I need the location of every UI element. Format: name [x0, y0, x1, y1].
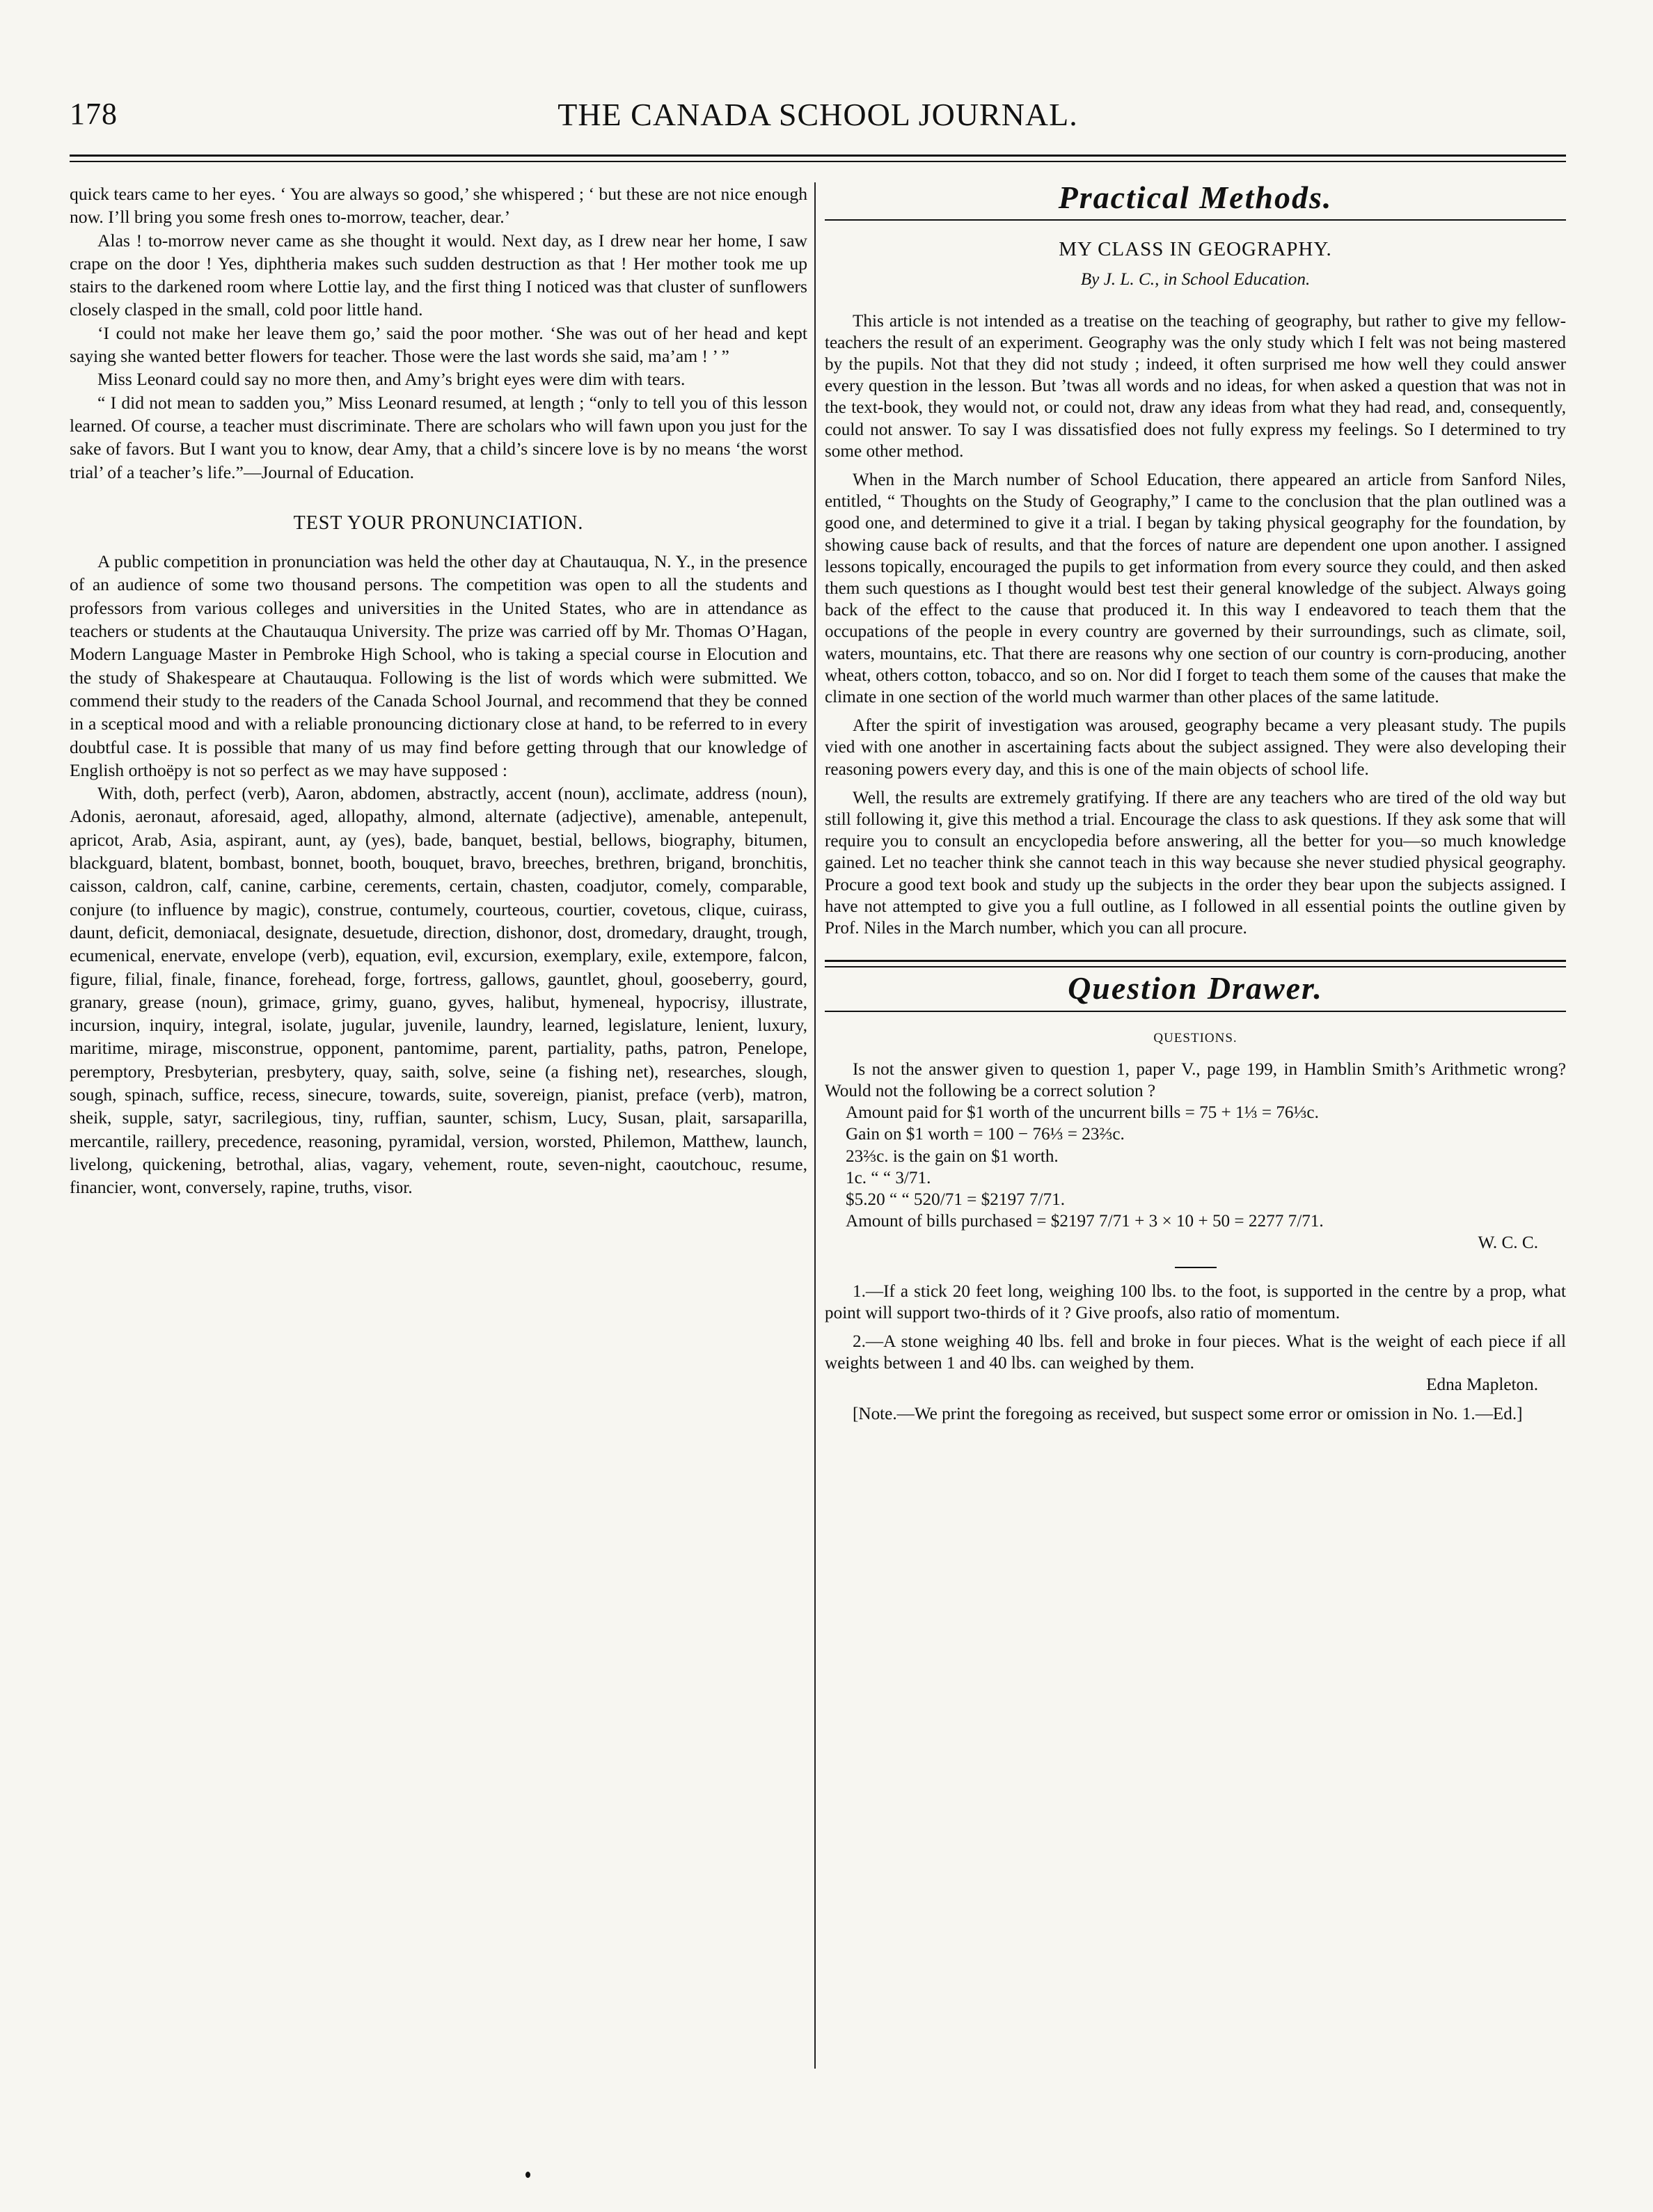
practical-methods-heading: Practical Methods.: [1058, 180, 1333, 215]
editor-note: [Note.—We print the foregoing as received, but suspect some error or omission in No. 1.—Ed.]: [853, 1404, 1523, 1423]
article-paragraph: When in the March number of School Education, there appeared an article from Sanford Niles, entitled, “ Thoughts on the Study of Geography,” I came to the conclusion that the plan outlined was a good one, and determined to give it a trial. I began by taking physical geography for the foundation, by showing cause back of results, and that the forces of nature are dependent one upon another. I assigned lessons topically, encouraged the pupils to get information from every source they could, and then asked them such questions as I thought would best test their general knowledge of the subject. Always going back of the effect to the cause that produced it. In this way I endeavored to teach them that the occupations of the people in every country are governed by their surroundings, such as climate, soil, waters, mountains, etc. That there are reasons why one section of our country is corn-producing, another wheat, others cotton, tobacco, and so on. Nor did I forget to teach them some of the causes that make the climate in one section of the world much warmer than other places of the same latitude.: [825, 471, 1566, 707]
right-column: [825, 182, 1566, 1425]
page-number: 178: [70, 97, 118, 131]
math-line: $5.20 “ “ 520/71 = $2197 7/71.: [846, 1190, 1066, 1209]
math-solution: [825, 1102, 1566, 1232]
math-signature: W. C. C.: [1478, 1233, 1538, 1253]
pronunciation-word-list: With, doth, perfect (verb), Aaron, abdomen, abstractly, accent (noun), acclimate, address (noun), Adonis, aeronaut, aforesaid, aged, allopathy, almond, alternate (adjective), amenable, antepenult, apricot, Arab, Asia, aspirant, aunt, ay (yes), bade, banquet, bestial, bellows, biography, bitumen, blackguard, blatent, bombast, bonnet, booth, bouquet, bravo, breeches, brethren, brigand, bronchitis, caisson, caldron, calf, canine, carbine, cerements, certain, chasten, coadjutor, comely, comparable, conjure (to influence by magic), construe, contumely, courteous, courtier, covetous, clique, cuirass, daunt, deficit, demoniacal, designate, desuetude, direction, dishonor, dost, dromedary, draught, trough, ecumenical, enervate, envelope (verb), equation, evil, excursion, exemplary, exile, extempore, falcon, figure, filial, finale, finance, forehead, forge, fortress, gallows, gauntlet, ghoul, gooseberry, gourd, granary, grease (noun), grimace, grimy, guano, gyves, halibut, hymeneal, hypocrisy, illustrate, incursion, inquiry, integral, isolate, jugular, juvenile, laundry, learned, legislature, lenient, luxury, maritime, mirage, misconstrue, opponent, pantomime, parent, partiality, paths, patron, Penelope, peremptory, Presbyterian, presbytery, quay, saith, solve, seine (a fishing net), researches, slough, sough, spinach, suffice, recess, sinecure, towards, suite, sovereign, pianist, preface (verb), matron, sheik, supple, satyr, sacrilegious, tiny, ruffian, saunter, schism, Lucy, Susan, plait, sarsaparilla, mercantile, raillery, precedence, reasoning, pyramidal, version, worsted, Philemon, Matthew, launch, livelong, quickening, betrothal, alias, vagary, vehement, route, seven-night, caoutchouc, resume, financier, wont, conversely, rapine, truths, visor.: [70, 783, 807, 1198]
math-line: Amount paid for $1 worth of the uncurrent bills = 75 + 1⅓ = 76⅓c.: [846, 1103, 1319, 1123]
page-header: [70, 90, 1566, 139]
math-line: 23⅔c. is the gain on $1 worth.: [846, 1146, 1059, 1166]
column-divider: [814, 182, 816, 2069]
pronunciation-heading: TEST YOUR PRONUNCIATION.: [293, 512, 584, 534]
math-line: 1c. “ “ 3/71.: [846, 1168, 931, 1187]
article-paragraph: This article is not intended as a treatise on the teaching of geography, but rather to give my fellow-teachers the result of an experiment. Geography was the only study which I felt was not being mastered by the pupils. Not that they did not study ; indeed, it often surprised me how well they could answer every question in the lesson. But ’twas all words and no ideas, for when asked a question that was not in the text-book, they would not, or could not, draw any ideas from what they had read, and, consequently, could not answer. To say I was dissatisfied does not fully express my feelings. So I determined to try some other method.: [825, 311, 1566, 461]
section-rule: [825, 1011, 1566, 1012]
article-title: MY CLASS IN GEOGRAPHY.: [1059, 238, 1332, 261]
story-paragraph: quick tears came to her eyes. ‘ You are always so good,’ she whispered ; ‘ but these are not nice enough now. I’ll bring you some fresh ones to-morrow, teacher, dear.’: [70, 184, 807, 228]
article-paragraph: After the spirit of investigation was aroused, geography became a very pleasant study. The pupils vied with one another in ascertaining facts about the subject assigned. They were also developing their reasoning powers every day, and this is one of the main objects of school life.: [825, 716, 1566, 779]
left-column: [70, 182, 807, 1199]
math-line: Gain on $1 worth = 100 − 76⅓ = 23⅔c.: [846, 1125, 1125, 1144]
pronunciation-intro: A public competition in pronunciation was held the other day at Chautauqua, N. Y., in the presence of an audience of some two thousand persons. The competition was open to all the students and professors from various colleges and universities in the United States, who are in attendance as teachers or students at the Chautauqua University. The prize was carried off by Mr. Thomas O’Hagan, Modern Language Master in Pembroke High School, who is taking a special course in Elocution and the study of Shakespeare at Chautauqua. Following is the list of words which were submitted. We commend their study to the readers of the Canada School Journal, and recommend that they be conned in a sceptical mood and with a reliable pronouncing dictionary close at hand, to be referred to in every doubtful case. It is possible that many of us may find before getting through that our knowledge of English orthoëpy is not so perfect as we may have supposed :: [70, 551, 807, 780]
question-1: 1.—If a stick 20 feet long, weighing 100 lbs. to the foot, is supported in the centre by a prop, what point will support two-thirds of it ? Give proofs, also ratio of momentum.: [825, 1281, 1566, 1322]
question-2-signature: Edna Mapleton.: [1426, 1375, 1538, 1395]
article-byline: By J. L. C., in School Education.: [1080, 270, 1311, 290]
short-rule: [1175, 1267, 1217, 1268]
questions-label: QUESTIONS.: [1153, 1030, 1237, 1045]
article-paragraph: Well, the results are extremely gratifying. If there are any teachers who are tired of the old way but still following it, give this method a trial. Encourage the class to ask questions. If they ask some that will require you to consult an encyclopedia before answering, all the better for you—so much knowledge gained. Let no teacher think she cannot teach in this way because she never studied physical geography. Procure a good text book and study up the subjects in the order they bear upon the subjects assigned. I have not attempted to give you a full outline, as I followed in all essential points the outline given by Prof. Niles in the March number, which you can all procure.: [825, 788, 1566, 938]
story-paragraph: Alas ! to-morrow never came as she thought it would. Next day, as I drew near her home, I saw crape on the door ! Yes, diphtheria makes such sudden destruction as that ! Her mother took me up stairs to the darkened room where Lottie lay, and the first thing I noticed was that cluster of sunflowers closely clasped in the small, cold poor little hand.: [70, 230, 807, 320]
ink-mark: [525, 2172, 530, 2178]
question-drawer-heading: Question Drawer.: [1068, 970, 1323, 1006]
story-paragraph: ‘I could not make her leave them go,’ said the poor mother. ‘She was out of her head and kept saying she wanted better flowers for teacher. Those were the last words she said, ma’am ! ’ ”: [70, 322, 807, 367]
story-paragraph: Miss Leonard could say no more then, and Amy’s bright eyes were dim with tears.: [97, 369, 686, 390]
question-2: 2.—A stone weighing 40 lbs. fell and broke in four pieces. What is the weight of each piece if all weights between 1 and 40 lbs. can weighed by them.: [825, 1332, 1566, 1373]
question-intro: Is not the answer given to question 1, paper V., page 199, in Hamblin Smith’s Arithmetic wrong? Would not the following be a correct solution ?: [825, 1059, 1566, 1100]
journal-title: THE CANADA SCHOOL JOURNAL.: [557, 97, 1078, 132]
header-rule-bottom: [70, 161, 1566, 162]
section-double-rule: [825, 960, 1566, 967]
story-paragraph: “ I did not mean to sadden you,” Miss Leonard resumed, at length ; “only to tell you of this lesson learned. Of course, a teacher must discriminate. There are scholars who will fawn upon you just for the sake of favors. But I want you to know, dear Amy, that a child’s sincere love is by no means ‘the worst trial’ of a teacher’s life.”—Journal of Education.: [70, 392, 807, 482]
header-rule-top: [70, 155, 1566, 157]
section-rule: [825, 219, 1566, 221]
math-line: Amount of bills purchased = $2197 7/71 + 3 × 10 + 50 = 2277 7/71.: [846, 1212, 1324, 1231]
